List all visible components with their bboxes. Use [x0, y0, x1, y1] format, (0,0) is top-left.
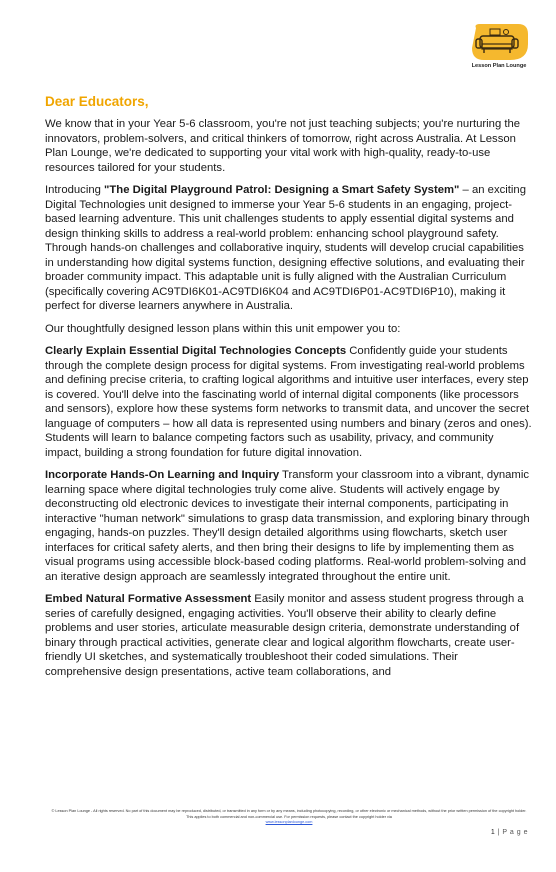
- copyright-footer: [50, 809, 528, 826]
- section-concepts-title: Clearly Explain Essential Digital Technologies Concepts: [45, 345, 347, 357]
- sofa-icon: [466, 22, 532, 62]
- section-assessment: [45, 592, 533, 679]
- website-link[interactable]: www.lessonplanlounge.com: [265, 820, 313, 825]
- greeting-heading: Dear Educators,: [45, 94, 149, 109]
- brand-logo: [464, 22, 534, 74]
- copyright-text: © Lesson Plan Lounge - All rights reserved. No part of this document may be reproduced, distributed, or transmitted in any form or by any means, including photocopying, recording, or other electronic or mechanical methods, without the prior written permission of the copyright holder. This applies to both commercial and non-commercial use. For permission requests, please contact the copyright holder via: [51, 809, 527, 819]
- section-concepts: [45, 344, 533, 460]
- section-hands-on-body: Transform your classroom into a vibrant, dynamic learning space where digital technologies truly come alive. Students will actively engage by deconstructing old electronic devices to investigate their internal components, participating in interactive "human network" simulations to grasp data transmission, and exploring binary through engaging, hands-on puzzles. They'll design detailed algorithms using flowcharts, sketch user interfaces for critical safety alerts, and then bring their designs to life by implementing them as visual programs using accessible block-based coding platforms. Real-world problem-solving and an iterative design approach are seamlessly integrated throughout the entire unit.: [45, 469, 530, 583]
- unit-intro-paragraph: [45, 183, 533, 314]
- section-hands-on-title: Incorporate Hands-On Learning and Inquiry: [45, 469, 280, 481]
- unit-intro-body: – an exciting Digital Technologies unit designed to immerse your Year 5-6 students in an engaging, project-based learning adventure. This unit challenges students to apply essential digital systems and design thinking skills to address a real-world problem: enhancing school playground safety. Through hands-on challenges and collaborative inquiry, students will develop crucial capabilities in understanding how digital systems function, designing effective solutions, and evaluating their broader community impact. This adaptable unit is fully aligned with the Australian Curriculum (specifically covering AC9TDI6K01-AC9TDI6K04 and AC9TDI6P01-AC9TDI6P10), making it perfect for diverse learners anywhere in Australia.: [45, 184, 526, 312]
- unit-intro-lead: Introducing: [45, 184, 105, 196]
- lesson-plans-paragraph: Our thoughtfully designed lesson plans within this unit empower you to:: [45, 322, 401, 335]
- page-number-value: 1: [490, 829, 496, 836]
- section-assessment-title: Embed Natural Formative Assessment: [45, 593, 252, 605]
- intro-paragraph: We know that in your Year 5-6 classroom, you're not just teaching subjects; you're nurturing the innovators, problem-solvers, and critical thinkers of tomorrow, right across Australia. At Lesson Plan Lounge, we're dedicated to supporting your vital work with high-quality, ready-to-use resources tailored for your students.: [45, 118, 521, 174]
- logo-text: Lesson Plan Lounge: [471, 63, 527, 69]
- page-number: [491, 829, 528, 836]
- letter-body: [45, 94, 533, 687]
- section-concepts-body: Confidently guide your students through the complete design process for digital systems. From investigating real-world problems and defining precise criteria, to crafting logical algorithms and intuitive user interfaces, every step is covered. You'll delve into the fascinating world of internal digital components (like processors and sensors), explore how these systems form networks to transmit data, and uncover the secret language of computers – how all data is represented using numbers and binary (zeros and ones). Students will learn to balance competing factors such as usability, privacy, and community impact, building a strong foundation for future digital innovation.: [45, 345, 532, 459]
- unit-title: "The Digital Playground Patrol: Designing a Smart Safety System": [104, 184, 460, 196]
- section-hands-on: [45, 468, 533, 584]
- page-label: | P a g e: [497, 829, 528, 836]
- section-assessment-body: Easily monitor and assess student progress through a series of carefully designed, engaging activities. You'll observe their ability to clearly define problems and user stories, articulate measurable design criteria, demonstrate understanding of binary through practical activities, generate clear and logical algorithm flowcharts, create user-friendly UI sketches, and systematically troubleshoot their coded simulations. Their comprehensive design presentations, active team collaborations, and: [45, 593, 524, 678]
